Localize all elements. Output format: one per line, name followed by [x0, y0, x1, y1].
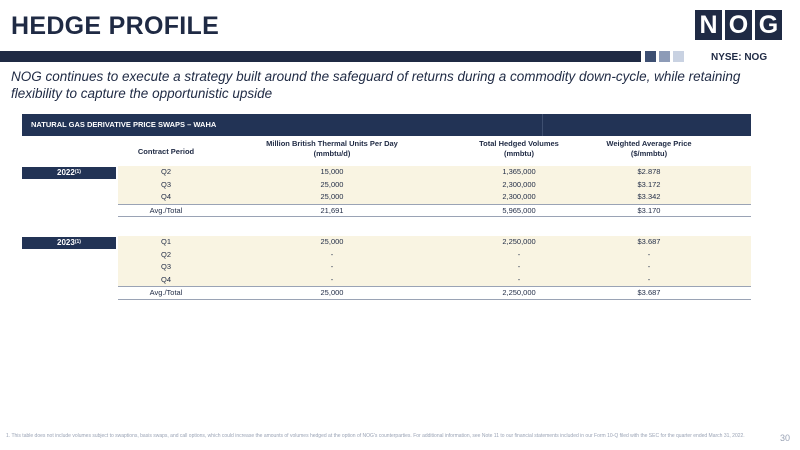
footnote-ref: (1): [74, 239, 81, 245]
cell-price: $3.342: [637, 192, 661, 201]
cell-total: -: [517, 249, 521, 259]
cell-total: -: [517, 262, 521, 271]
hedge-table-2023: [118, 236, 751, 300]
logo-letter-n: N: [695, 10, 722, 40]
cell-mmbtu-d: 25,000: [320, 288, 344, 297]
col-header-volume-line1: Million British Thermal Units Per Day: [266, 139, 398, 148]
cell-period: Q2: [160, 249, 171, 259]
cell-price: -: [647, 262, 651, 271]
cell-total: 2,250,000: [502, 288, 536, 297]
cell-total: 2,250,000: [502, 237, 536, 246]
cell-total: -: [517, 274, 521, 284]
page-number: 30: [780, 433, 791, 443]
cell-price: $2.878: [637, 167, 661, 176]
footnote: 1. This table does not include volumes subject to swaptions, basis swaps, and call options, which could increase the amounts of volumes hedged at the option of NOG's counterparties. For additional information, see Note 11 to our financial statements included in our Form 10-Q filed with the SEC for the quarter ended March 31, 2022.: [6, 433, 745, 439]
col-header-total: [449, 139, 589, 159]
col-header-volume: [262, 139, 402, 159]
cell-period: Avg./Total: [149, 288, 183, 297]
cell-mmbtu-d: 25,000: [320, 192, 344, 201]
col-header-total-line1: Total Hedged Volumes: [479, 139, 559, 148]
cell-price: -: [647, 274, 651, 284]
logo-letter-o: O: [725, 10, 752, 40]
cell-period: Q3: [160, 179, 171, 189]
ticker-label: NYSE: NOG: [711, 52, 768, 63]
cell-period: Q2: [160, 167, 171, 176]
table-row: [118, 191, 751, 204]
cell-total: 2,300,000: [502, 192, 536, 201]
cell-total: 1,365,000: [502, 167, 536, 176]
hedge-table-2022: [118, 166, 751, 217]
table-row: [118, 261, 751, 274]
table-row: [118, 179, 751, 192]
year-label-2023: [22, 237, 116, 249]
table-row: [118, 249, 751, 262]
header-divider-bar: [0, 51, 641, 62]
accent-square-2: [659, 51, 670, 62]
col-header-period: Contract Period: [137, 147, 195, 156]
cell-mmbtu-d: 25,000: [320, 179, 344, 189]
table-total-row: [118, 286, 751, 300]
section-divider: [542, 114, 543, 136]
section-header-bar: [22, 114, 751, 136]
cell-mmbtu-d: -: [330, 262, 334, 271]
cell-price: $3.172: [637, 179, 661, 189]
cell-total: 5,965,000: [502, 205, 536, 215]
cell-mmbtu-d: -: [330, 274, 334, 284]
cell-mmbtu-d: 21,691: [320, 205, 344, 215]
cell-period: Q3: [160, 262, 171, 271]
table-row: [118, 236, 751, 249]
table-row: [118, 166, 751, 179]
year-label-2022: [22, 167, 116, 179]
cell-period: Q4: [160, 192, 171, 201]
cell-price: $3.687: [637, 237, 661, 246]
col-header-total-line2: (mmbtu): [504, 149, 534, 158]
nog-logo: [695, 10, 782, 40]
cell-price: -: [647, 249, 651, 259]
col-header-price-line1: Weighted Average Price: [606, 139, 692, 148]
cell-period: Q4: [160, 274, 171, 284]
table-total-row: [118, 204, 751, 218]
col-header-price-line2: ($/mmbtu): [630, 149, 668, 158]
year-text: 2023: [57, 238, 75, 247]
cell-price: $3.170: [637, 205, 661, 215]
cell-mmbtu-d: 15,000: [320, 167, 344, 176]
page-title: HEDGE PROFILE: [11, 12, 220, 40]
cell-mmbtu-d: 25,000: [320, 237, 344, 246]
table-row: [118, 274, 751, 287]
cell-price: $3.687: [637, 288, 661, 297]
section-title: NATURAL GAS DERIVATIVE PRICE SWAPS – WAHA: [31, 120, 217, 129]
cell-period: Q1: [160, 237, 171, 246]
page-subtitle: NOG continues to execute a strategy built around the safeguard of returns during a commodity down-cycle, while retaining flexibility to capture the opportunistic upside: [11, 69, 741, 101]
accent-square-3: [673, 51, 684, 62]
cell-mmbtu-d: -: [330, 249, 334, 259]
col-header-price: [579, 139, 719, 159]
accent-square-1: [645, 51, 656, 62]
cell-total: 2,300,000: [502, 179, 536, 189]
logo-letter-g: G: [755, 10, 782, 40]
footnote-ref: (1): [74, 169, 81, 175]
cell-period: Avg./Total: [149, 205, 183, 215]
col-header-volume-line2: (mmbtu/d): [313, 149, 351, 158]
year-text: 2022: [57, 168, 75, 177]
